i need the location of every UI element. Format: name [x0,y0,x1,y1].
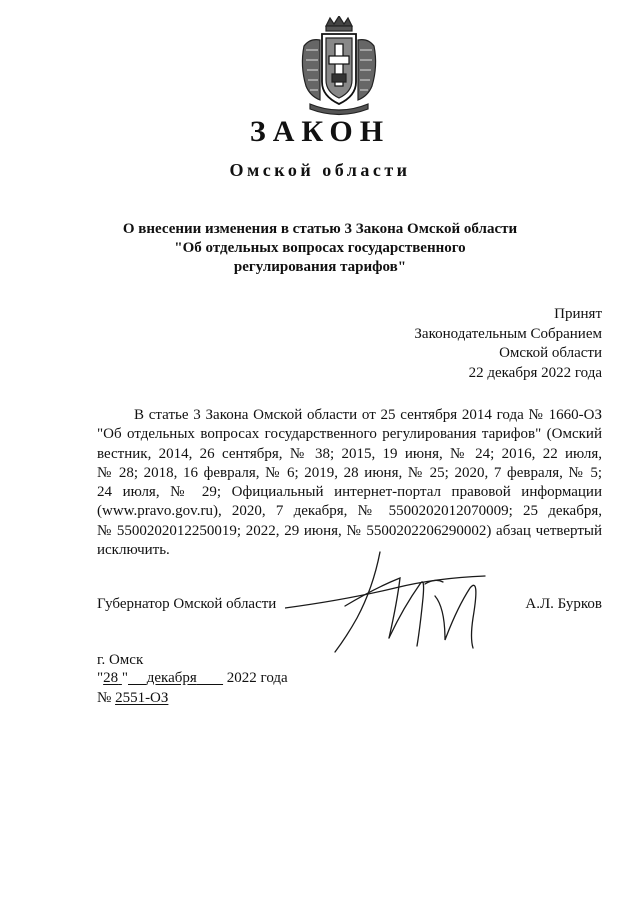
signature-mark [285,548,515,658]
date-open-quote: " [97,670,104,686]
body-line: (www.pravo.gov.ru), 2020, 7 декабря, № 5500202012070009; 25 декабря, [97,503,602,520]
body-line: № 28; 2018, 16 февраля, № 6; 2019, 28 июня, № 25; 2020, 7 февраля, № 5; [97,464,602,481]
adoption-block [414,305,602,383]
law-number [97,690,168,707]
law-title-line: регулирования тарифов" [233,259,407,275]
body-line: В статье 3 Закона Омской области от 25 сентября 2014 года № 1660-ОЗ [134,407,602,423]
body-line: исключить. [97,542,170,559]
signatory-name: А.Л. Бурков [525,596,602,612]
law-title-line: О внесении изменения в статью 3 Закона Омской области [122,221,518,237]
date-month: декабря [146,670,197,686]
coat-of-arms-icon [296,16,382,116]
number-value: 2551-ОЗ [115,690,169,706]
adoption-line: Омской области [499,345,602,361]
adoption-date: 22 декабря 2022 года [468,364,602,381]
number-prefix: № [97,690,112,706]
adoption-line: Законодательным Собранием [414,325,602,342]
body-line: вестник, 2014, 26 сентября, № 38; 2015, 19 июня, № 24; 2016, 22 июля, [97,445,602,462]
law-body-paragraph [97,406,602,560]
body-line: № 5500202012250019; 2022, 29 июня, № 5500202206290002) абзац четвертый [97,522,602,539]
document-type-heading: ЗАКОН [249,115,391,148]
date-day: 28 [103,670,119,686]
date-close-quote: " [121,670,128,686]
signing-date [97,670,288,687]
adoption-line: Принят [554,306,602,322]
city-label: г. Омск [97,652,144,668]
date-year: 2022 года [226,670,288,686]
law-title-line: "Об отдельных вопросах государственного [174,240,466,256]
body-line: 24 июля, № 29; Официальный интернет-портал правовой информации [97,484,602,501]
body-line: "Об отдельных вопросах государственного регулирования тарифов" (Омский [97,426,602,443]
signatory-title: Губернатор Омской области [97,596,277,612]
law-title [100,220,540,277]
region-heading: Омской области [229,160,411,180]
